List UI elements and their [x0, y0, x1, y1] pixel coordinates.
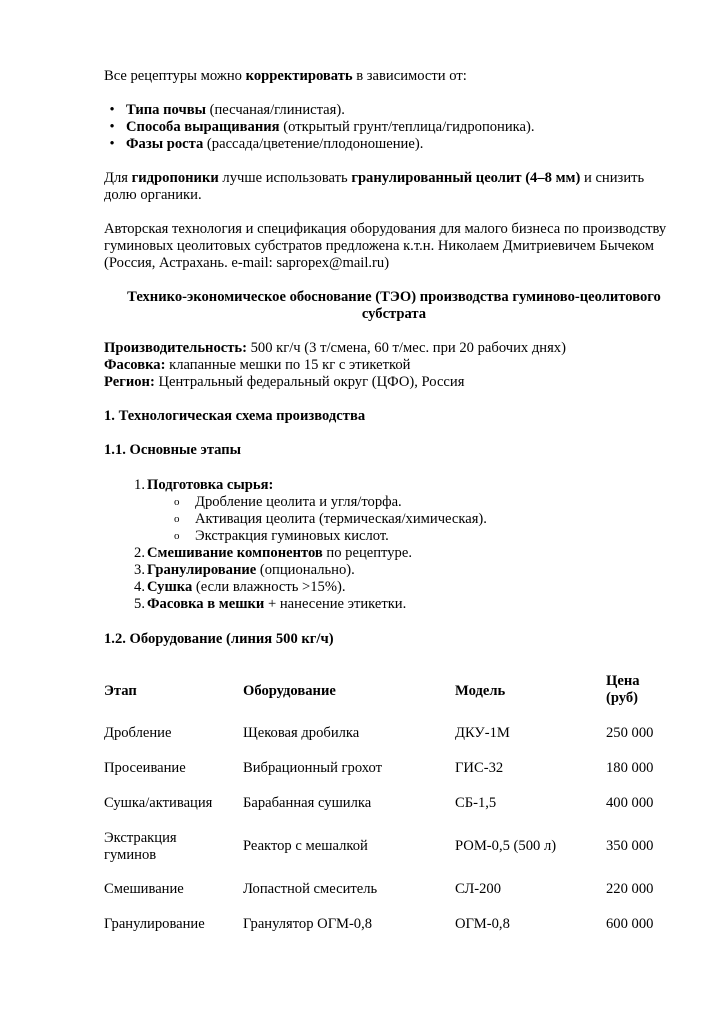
step-item: 4. Сушка (если влажность >15%).	[134, 579, 346, 595]
table-cell: 350 000	[606, 838, 654, 854]
intro-text: Все рецептуры можно	[104, 68, 246, 84]
table-header: Этап	[104, 683, 137, 699]
author-line: гуминовых цеолитовых субстратов предложена к.т.н. Николаем Дмитриевичем Бычеком	[104, 238, 654, 254]
table-cell: СБ-1,5	[455, 795, 497, 811]
hydro-paragraph: Для гидропоники лучше использовать гранулированный цеолит (4–8 мм) и снизить	[104, 170, 645, 186]
bullet-icon: •	[109, 136, 115, 152]
table-cell: Гранулирование	[104, 916, 205, 932]
subsection-heading: 1.1. Основные этапы	[104, 442, 242, 458]
factor-item: • Способа выращивания (открытый грунт/теплица/гидропоника).	[126, 119, 535, 136]
table-cell: Лопастной смеситель	[243, 881, 378, 897]
param-line: Производительность: 500 кг/ч (3 т/смена, 60 т/мес. при 20 рабочих днях)	[104, 340, 566, 356]
table-cell: СЛ-200	[455, 881, 502, 897]
table-header: Модель	[455, 683, 506, 699]
circle-bullet-icon: o	[174, 530, 180, 542]
teo-title: Технико-экономическое обоснование (ТЭО) производства гуминово-цеолитового	[127, 289, 661, 305]
circle-bullet-icon: o	[174, 513, 180, 525]
table-cell: РОМ-0,5 (500 л)	[455, 838, 557, 854]
table-cell: 180 000	[606, 760, 654, 776]
table-cell: 400 000	[606, 795, 654, 811]
author-line: (Россия, Астрахань. e-mail: sapropex@mail.ru)	[104, 255, 390, 271]
step-item: 2. Смешивание компонентов по рецептуре.	[134, 545, 412, 561]
factor-item: • Типа почвы (песчаная/глинистая).	[126, 102, 345, 119]
table-cell: ОГМ-0,8	[455, 916, 510, 932]
table-cell: Реактор с мешалкой	[243, 838, 368, 854]
subsection-heading: 1.2. Оборудование (линия 500 кг/ч)	[104, 631, 334, 647]
table-cell: Щековая дробилка	[243, 725, 360, 741]
table-cell: Смешивание	[104, 881, 184, 897]
intro-paragraph	[104, 68, 467, 85]
step-item: 3. Гранулирование (опционально).	[134, 562, 355, 578]
table-cell: Просеивание	[104, 760, 186, 776]
step-item: 5. Фасовка в мешки + нанесение этикетки.	[134, 596, 407, 612]
param-line: Регион: Центральный федеральный округ (ЦФО), Россия	[104, 374, 465, 390]
table-header: Цена	[606, 673, 640, 689]
bullet-icon: •	[109, 102, 115, 118]
table-cell: Гранулятор ОГМ-0,8	[243, 916, 373, 932]
step-item: 1. Подготовка сырья:	[134, 477, 274, 493]
table-cell: ДКУ-1М	[455, 725, 510, 741]
table-cell: ГИС-32	[455, 760, 504, 776]
table-cell: Барабанная сушилка	[243, 795, 372, 811]
intro-bold: корректировать	[245, 68, 353, 84]
table-cell: 250 000	[606, 725, 654, 741]
author-line: Авторская технология и спецификация оборудования для малого бизнеса по производству	[104, 221, 667, 237]
substep-item: o Активация цеолита (термическая/химическая).	[174, 511, 487, 527]
table-cell: 220 000	[606, 881, 654, 897]
substep-item: o Экстракция гуминовых кислот.	[174, 528, 389, 544]
substep-item: o Дробление цеолита и угля/торфа.	[174, 494, 402, 510]
table-cell: Сушка/активация	[104, 795, 213, 811]
table-cell: Дробление	[104, 725, 172, 741]
section-heading: 1. Технологическая схема производства	[104, 408, 366, 424]
factor-item: • Фазы роста (рассада/цветение/плодоношение).	[126, 136, 423, 153]
table-cell: Экстракция	[104, 830, 177, 846]
teo-title-line2: субстрата	[361, 306, 427, 322]
table-cell: 600 000	[606, 916, 654, 932]
table-cell: Вибрационный грохот	[243, 760, 382, 776]
hydro-paragraph-line2: долю органики.	[104, 187, 202, 203]
bullet-icon: •	[109, 119, 115, 135]
param-line: Фасовка: клапанные мешки по 15 кг с этикеткой	[104, 357, 411, 373]
intro-rest: в зависимости от:	[352, 68, 467, 84]
table-header: Оборудование	[243, 683, 336, 699]
table-header-unit: (руб)	[606, 690, 639, 706]
circle-bullet-icon: o	[174, 496, 180, 508]
table-cell: гуминов	[104, 847, 157, 863]
